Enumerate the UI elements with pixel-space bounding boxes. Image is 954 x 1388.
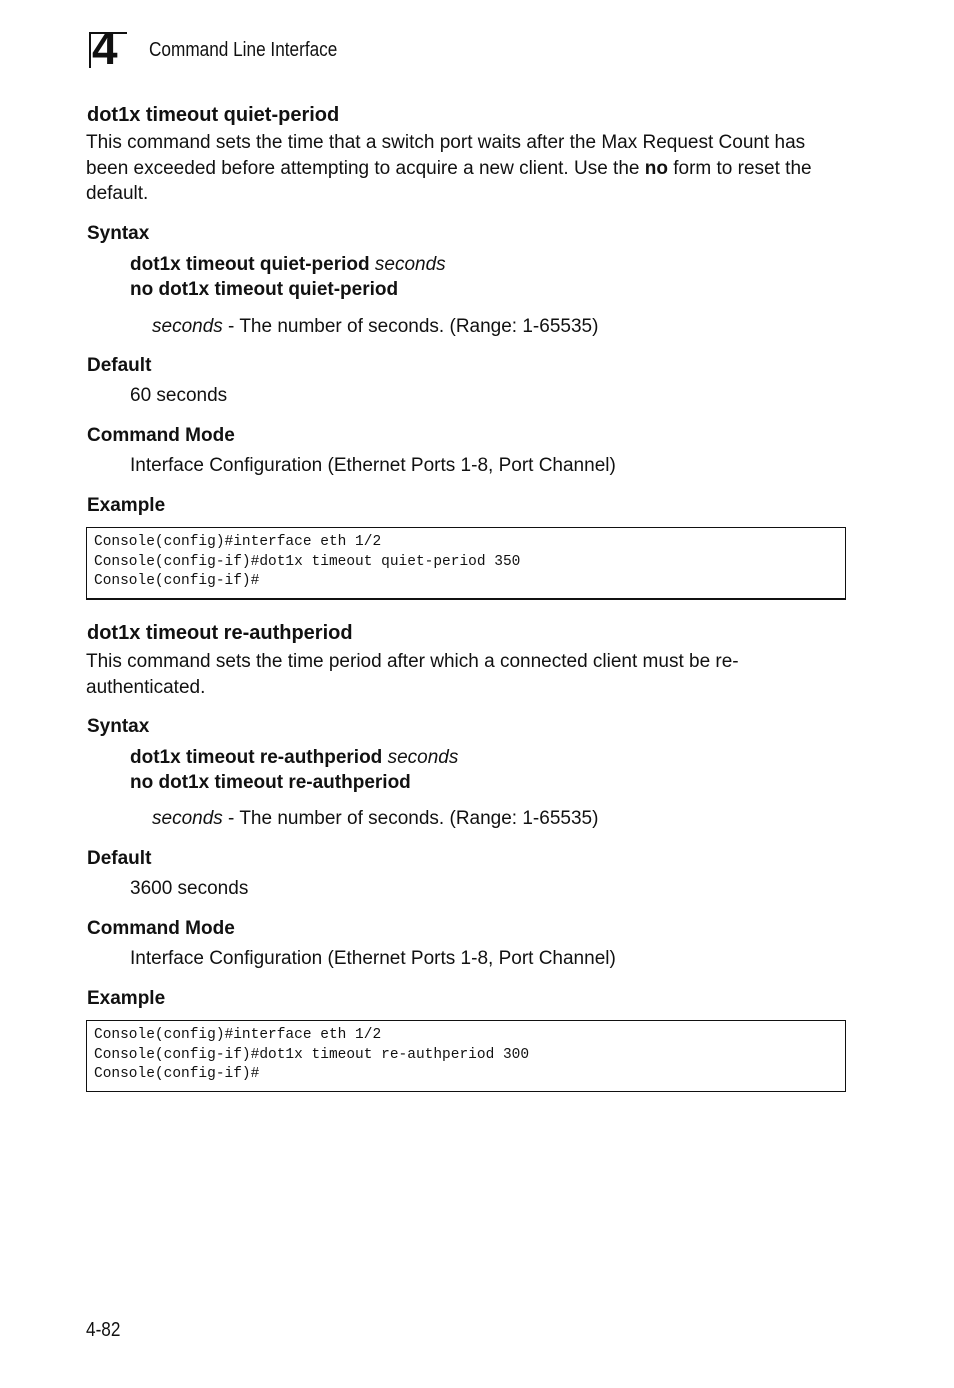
page-number: 4-82 [86, 1319, 121, 1341]
default-heading: Default [87, 355, 152, 376]
code-line: Console(config-if)# [94, 573, 260, 589]
running-header-title: Command Line Interface [149, 39, 338, 61]
example-heading: Example [87, 495, 166, 516]
command-mode-heading: Command Mode [87, 425, 235, 446]
example-code-block [86, 527, 846, 600]
description-text: This command sets the time that a switch port waits after the Max Request Count has been exceeded before attempting to acquire a new client. Use the [86, 132, 806, 179]
syntax-param: seconds [387, 747, 459, 768]
param-description [152, 315, 598, 339]
default-value: 60 seconds [130, 385, 228, 406]
command-mode-value: Interface Configuration (Ethernet Ports 1-8, Port Channel) [130, 948, 616, 969]
default-heading: Default [87, 848, 152, 869]
section-description-re-authperiod: This command sets the time period after which a connected client must be re-authenticated. [86, 651, 739, 698]
code-line: Console(config)#interface eth 1/2 [94, 534, 382, 550]
syntax-no-command-name: no dot1x timeout re-authperiod [130, 772, 411, 793]
syntax-heading: Syntax [87, 223, 150, 244]
syntax-command-name: dot1x timeout re-authperiod [130, 747, 383, 768]
syntax-no-command-name: no dot1x timeout quiet-period [130, 279, 399, 300]
example-code-block [86, 1020, 846, 1092]
command-mode-value: Interface Configuration (Ethernet Ports 1-8, Port Channel) [130, 455, 616, 476]
param-name: seconds [152, 808, 223, 829]
default-value: 3600 seconds [130, 878, 249, 899]
chapter-number: 4 [92, 22, 118, 74]
param-text: - The number of seconds. (Range: 1-65535) [222, 808, 599, 829]
command-mode-heading: Command Mode [87, 918, 235, 939]
param-name: seconds [152, 316, 223, 337]
syntax-no-command [130, 277, 398, 302]
syntax-param: seconds [374, 254, 446, 275]
syntax-command-name: dot1x timeout quiet-period [130, 254, 370, 275]
section-title-quiet-period: dot1x timeout quiet-period [87, 104, 340, 126]
param-description [152, 807, 598, 831]
param-text: - The number of seconds. (Range: 1-65535) [222, 316, 599, 337]
code-line: Console(config)#interface eth 1/2 [94, 1027, 382, 1043]
code-line: Console(config-if)# [94, 1066, 260, 1082]
syntax-command [130, 745, 458, 770]
example-heading: Example [87, 988, 166, 1009]
description-text-end: form to reset the default. [86, 157, 812, 204]
description-keyword: no [644, 157, 668, 179]
syntax-command [130, 252, 446, 277]
syntax-heading: Syntax [87, 716, 150, 737]
section-description-quiet-period [86, 130, 846, 207]
code-line: Console(config-if)#dot1x timeout re-authperiod 300 [94, 1046, 530, 1063]
section-title-re-authperiod: dot1x timeout re-authperiod [87, 622, 353, 644]
syntax-no-command [130, 770, 411, 795]
code-line: Console(config-if)#dot1x timeout quiet-period 350 [94, 553, 521, 570]
